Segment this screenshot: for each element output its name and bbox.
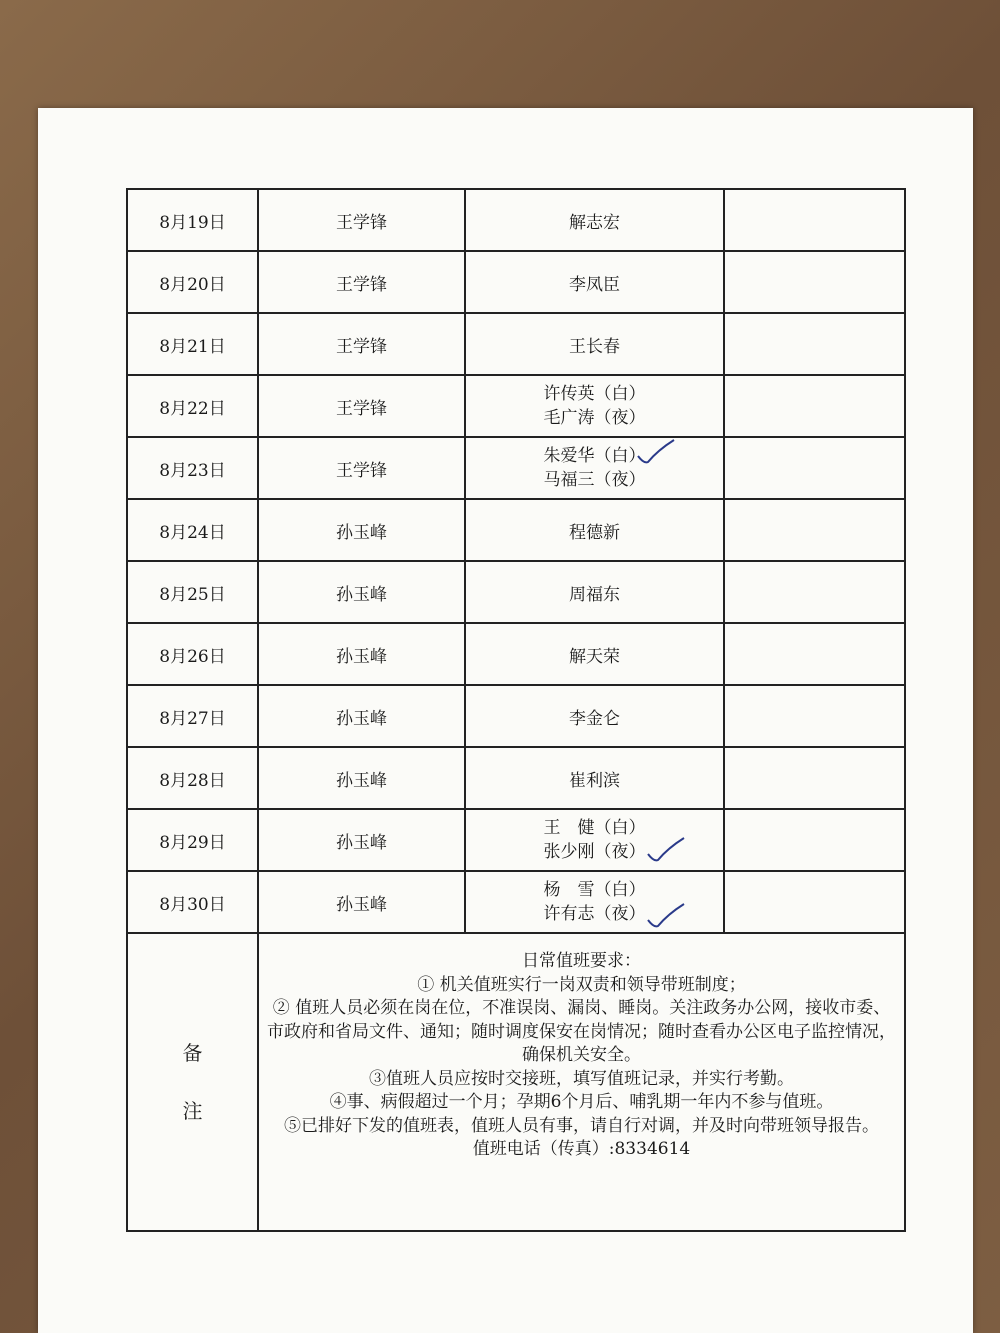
leader-cell: 王学锋 (258, 437, 465, 499)
leader-cell: 孙玉峰 (258, 561, 465, 623)
remarks-item: ③值班人员应按时交接班，填写值班记录，并实行考勤。 (369, 1068, 794, 1089)
staff-cell: 王长春 (465, 313, 724, 375)
date-cell: 8月27日 (127, 685, 258, 747)
night-shift-name: 毛广涛（夜） (543, 408, 646, 428)
date-cell: 8月23日 (127, 437, 258, 499)
date-cell: 8月26日 (127, 623, 258, 685)
leader-cell: 孙玉峰 (258, 747, 465, 809)
remarks-row (127, 933, 905, 1231)
duty-roster-table (126, 188, 906, 1232)
staff-cell: 解天荣 (465, 623, 724, 685)
blank-cell (724, 189, 905, 251)
remarks-content-cell (258, 933, 905, 1231)
blank-cell (724, 313, 905, 375)
staff-cell: 周福东 (465, 561, 724, 623)
day-shift-name: 王 健（白） (543, 818, 646, 838)
date-cell: 8月24日 (127, 499, 258, 561)
date-cell: 8月28日 (127, 747, 258, 809)
leader-cell: 王学锋 (258, 375, 465, 437)
remarks-item: ④事、病假超过一个月；孕期6个月后、哺乳期一年内不参与值班。 (329, 1092, 834, 1112)
table-row (127, 499, 905, 561)
table-row (127, 313, 905, 375)
day-shift-name: 杨 雪（白） (543, 880, 646, 900)
staff-cell (465, 437, 724, 499)
blank-cell (724, 809, 905, 871)
remarks-label-1: 备 (182, 1041, 203, 1065)
staff-cell: 程德新 (465, 499, 724, 561)
staff-cell: 李凤臣 (465, 251, 724, 313)
checkmark-icon (646, 902, 686, 930)
table-row (127, 561, 905, 623)
staff-pair (544, 382, 646, 430)
remarks-label-cell (127, 933, 258, 1231)
night-shift-name: 马福三（夜） (543, 470, 646, 490)
date-cell: 8月25日 (127, 561, 258, 623)
table-row (127, 251, 905, 313)
night-shift-name: 许有志（夜） (543, 904, 646, 924)
staff-cell: 解志宏 (465, 189, 724, 251)
duty-phone: 值班电话（传真）:8334614 (472, 1139, 691, 1159)
blank-cell (724, 747, 905, 809)
staff-cell: 崔利滨 (465, 747, 724, 809)
night-shift-name: 张少刚（夜） (543, 842, 646, 862)
remarks-item: ① 机关值班实行一岗双责和领导带班制度； (417, 974, 746, 995)
leader-cell: 孙玉峰 (258, 499, 465, 561)
blank-cell (724, 499, 905, 561)
remarks-title: 日常值班要求： (522, 951, 641, 971)
blank-cell (724, 871, 905, 933)
leader-cell: 孙玉峰 (258, 623, 465, 685)
leader-cell: 孙玉峰 (258, 871, 465, 933)
table-row (127, 437, 905, 499)
day-shift-name: 朱爱华（白） (543, 446, 646, 466)
leader-cell: 王学锋 (258, 313, 465, 375)
table-row (127, 623, 905, 685)
paper-sheet (38, 108, 973, 1333)
blank-cell (724, 685, 905, 747)
table-row (127, 871, 905, 933)
blank-cell (724, 437, 905, 499)
blank-cell (724, 375, 905, 437)
leader-cell: 王学锋 (258, 251, 465, 313)
table-row (127, 747, 905, 809)
staff-pair (544, 444, 646, 492)
remarks-label-2: 注 (182, 1099, 203, 1123)
staff-cell: 李金仑 (465, 685, 724, 747)
staff-cell (465, 375, 724, 437)
date-cell: 8月22日 (127, 375, 258, 437)
staff-pair (544, 816, 646, 864)
blank-cell (724, 561, 905, 623)
date-cell: 8月29日 (127, 809, 258, 871)
table-row (127, 809, 905, 871)
checkmark-icon (636, 438, 676, 466)
staff-pair (544, 878, 646, 926)
remarks-item: ⑤已排好下发的值班表，值班人员有事，请自行对调，并及时向带班领导报告。 (284, 1115, 879, 1136)
table-row (127, 375, 905, 437)
checkmark-icon (646, 836, 686, 864)
blank-cell (724, 251, 905, 313)
leader-cell: 孙玉峰 (258, 809, 465, 871)
table-row (127, 685, 905, 747)
date-cell: 8月19日 (127, 189, 258, 251)
date-cell: 8月20日 (127, 251, 258, 313)
date-cell: 8月21日 (127, 313, 258, 375)
date-cell: 8月30日 (127, 871, 258, 933)
blank-cell (724, 623, 905, 685)
leader-cell: 王学锋 (258, 189, 465, 251)
day-shift-name: 许传英（白） (543, 384, 646, 404)
table-row (127, 189, 905, 251)
leader-cell: 孙玉峰 (258, 685, 465, 747)
remarks-item: ② 值班人员必须在岗在位，不准误岗、漏岗、睡岗。关注政务办公网，接收市委、市政府和省局文件、通知；随时调度保安在岗情况；随时查看办公区电子监控情况，确保机关安全。 (267, 998, 896, 1065)
